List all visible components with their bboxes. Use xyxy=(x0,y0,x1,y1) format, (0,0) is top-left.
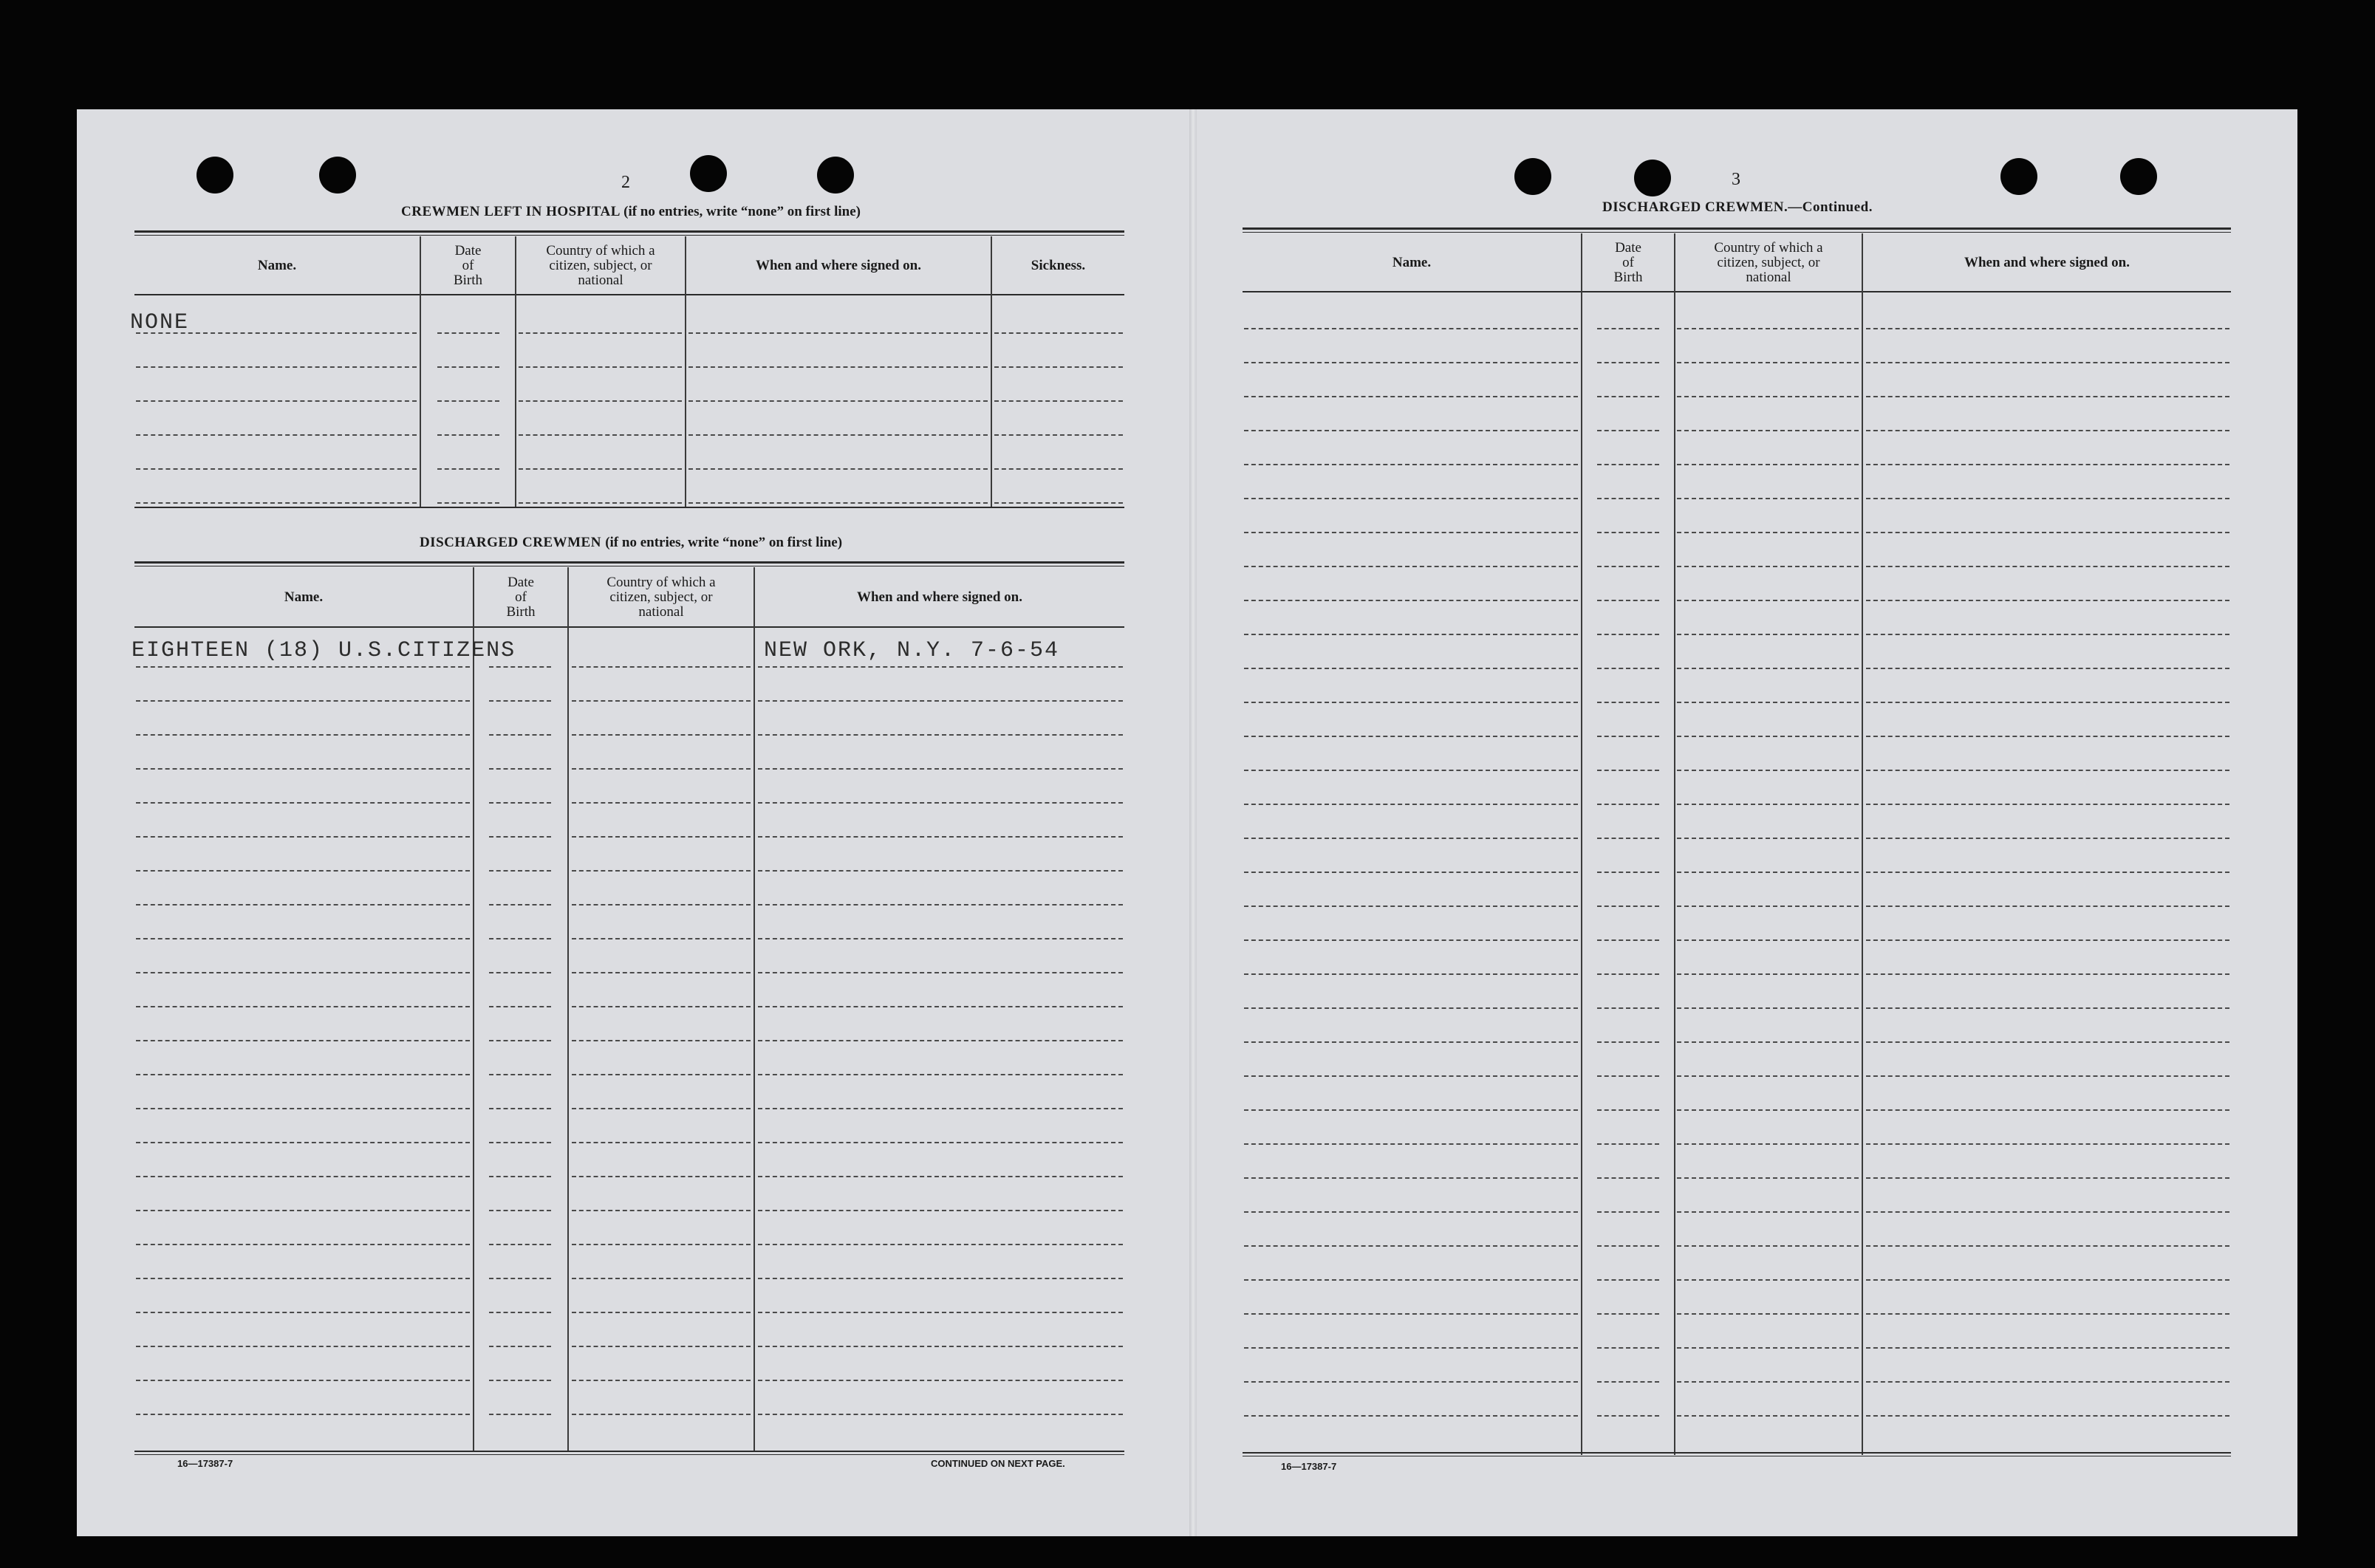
entry-line xyxy=(1677,804,1859,805)
entry-line xyxy=(1244,1381,1578,1383)
discharged-col-signed-on: When and where signed on. xyxy=(856,589,1022,605)
entry-line xyxy=(1597,736,1659,737)
entry-line xyxy=(136,400,417,402)
entry-line xyxy=(1244,702,1578,703)
entry-line xyxy=(136,1176,470,1177)
entry-line xyxy=(1597,362,1659,363)
entry-line xyxy=(1597,668,1659,669)
entry-line xyxy=(1244,1041,1578,1043)
hospital-section-title: CREWMEN LEFT IN HOSPITAL (if no entries, write “none” on first line) xyxy=(401,204,861,219)
document-sheet xyxy=(77,109,2297,1536)
entry-line xyxy=(572,1040,751,1041)
entry-line xyxy=(572,904,751,905)
entry-line xyxy=(1597,804,1659,805)
entry-line xyxy=(994,400,1123,402)
entry-line xyxy=(758,1244,1123,1245)
entry-line xyxy=(1866,973,2229,975)
entry-line xyxy=(1597,770,1659,771)
entry-line xyxy=(994,332,1123,334)
entry-line xyxy=(489,700,551,702)
entry-line xyxy=(519,400,682,402)
entry-line xyxy=(1597,396,1659,397)
entry-line xyxy=(1866,905,2229,907)
entry-line xyxy=(489,938,551,939)
entry-line xyxy=(489,666,551,668)
entry-line xyxy=(1244,396,1578,397)
hospital-entry-name: NONE xyxy=(130,310,190,335)
entry-line xyxy=(1244,1075,1578,1077)
entry-line xyxy=(1244,566,1578,567)
entry-line xyxy=(1866,1211,2229,1213)
discharged-col-name: Name. xyxy=(284,589,324,605)
entry-line xyxy=(758,1210,1123,1211)
entry-line xyxy=(1244,1109,1578,1111)
entry-line xyxy=(572,1142,751,1143)
entry-line xyxy=(1244,1143,1578,1145)
entry-line xyxy=(1866,736,2229,737)
entry-line xyxy=(1866,668,2229,669)
entry-line xyxy=(489,1346,551,1347)
entry-line xyxy=(688,434,988,436)
entry-line xyxy=(1244,1007,1578,1009)
entry-line xyxy=(437,332,499,334)
entry-line xyxy=(1677,464,1859,465)
entry-line xyxy=(758,1006,1123,1007)
entry-line xyxy=(1677,1211,1859,1213)
entry-line xyxy=(572,938,751,939)
entry-line xyxy=(519,502,682,504)
continued-note: CONTINUED ON NEXT PAGE. xyxy=(931,1458,1065,1469)
entry-line xyxy=(1597,1313,1659,1315)
entry-line xyxy=(136,1244,470,1245)
entry-line xyxy=(136,972,470,973)
entry-line xyxy=(489,1312,551,1313)
entry-line xyxy=(437,366,499,368)
entry-line xyxy=(1866,1313,2229,1315)
entry-line xyxy=(1677,1109,1859,1111)
entry-line xyxy=(1677,1279,1859,1281)
entry-line xyxy=(1677,566,1859,567)
entry-line xyxy=(572,836,751,838)
entry-line xyxy=(758,1176,1123,1177)
entry-line xyxy=(1677,973,1859,975)
entry-line xyxy=(1244,328,1578,329)
entry-line xyxy=(1866,1041,2229,1043)
entry-line xyxy=(572,1414,751,1415)
entry-line xyxy=(758,700,1123,702)
entry-line xyxy=(572,1278,751,1279)
entry-line xyxy=(572,1108,751,1109)
right-col-signed-on: When and where signed on. xyxy=(1964,255,2130,270)
entry-line xyxy=(994,434,1123,436)
entry-line xyxy=(758,1380,1123,1381)
entry-line xyxy=(1677,1177,1859,1179)
entry-line xyxy=(688,502,988,504)
right-col-date-of-birth: Date of Birth xyxy=(1613,240,1643,285)
entry-line xyxy=(994,366,1123,368)
entry-line xyxy=(1866,770,2229,771)
entry-line xyxy=(1597,328,1659,329)
hospital-col-signed-on: When and where signed on. xyxy=(755,258,921,273)
entry-line xyxy=(1866,328,2229,329)
entry-line xyxy=(437,468,499,470)
entry-line xyxy=(1597,1109,1659,1111)
entry-line xyxy=(1597,905,1659,907)
entry-line xyxy=(994,468,1123,470)
discharged-section-title: DISCHARGED CREWMEN (if no entries, write “none” on first line) xyxy=(419,535,843,550)
punch-hole xyxy=(2120,158,2157,195)
entry-line xyxy=(1244,736,1578,737)
entry-line xyxy=(1597,566,1659,567)
entry-line xyxy=(489,1142,551,1143)
entry-line xyxy=(1866,702,2229,703)
entry-line xyxy=(1677,939,1859,941)
entry-line xyxy=(136,434,417,436)
entry-line xyxy=(489,1108,551,1109)
entry-line xyxy=(994,502,1123,504)
entry-line xyxy=(136,938,470,939)
entry-line xyxy=(489,1006,551,1007)
entry-line xyxy=(1866,362,2229,363)
entry-line xyxy=(1597,430,1659,431)
entry-line xyxy=(1244,498,1578,499)
form-number-left: 16—17387-7 xyxy=(177,1458,233,1469)
entry-line xyxy=(489,972,551,973)
entry-line xyxy=(136,1040,470,1041)
entry-line xyxy=(1866,1143,2229,1145)
entry-line xyxy=(136,802,470,804)
entry-line xyxy=(1677,838,1859,839)
entry-line xyxy=(1597,532,1659,533)
punch-hole xyxy=(197,157,233,194)
entry-line xyxy=(489,1380,551,1381)
entry-line xyxy=(758,904,1123,905)
entry-line xyxy=(1677,1041,1859,1043)
entry-line xyxy=(489,870,551,872)
entry-line xyxy=(758,870,1123,872)
entry-line xyxy=(1244,770,1578,771)
entry-line xyxy=(136,870,470,872)
entry-line xyxy=(136,1278,470,1279)
entry-line xyxy=(688,332,988,334)
entry-line xyxy=(1677,1007,1859,1009)
entry-line xyxy=(1866,1075,2229,1077)
entry-line xyxy=(572,1380,751,1381)
entry-line xyxy=(1677,1415,1859,1417)
entry-line xyxy=(1597,464,1659,465)
entry-line xyxy=(519,468,682,470)
entry-line xyxy=(489,1210,551,1211)
entry-line xyxy=(136,666,470,668)
hospital-col-sickness: Sickness. xyxy=(1031,258,1086,273)
entry-line xyxy=(1244,1211,1578,1213)
entry-line xyxy=(1866,1279,2229,1281)
entry-line xyxy=(136,904,470,905)
entry-line xyxy=(136,366,417,368)
entry-line xyxy=(1597,939,1659,941)
punch-hole xyxy=(690,155,727,192)
entry-line xyxy=(136,836,470,838)
entry-line xyxy=(1244,668,1578,669)
entry-line xyxy=(136,1312,470,1313)
entry-line xyxy=(1677,634,1859,635)
entry-line xyxy=(1677,872,1859,873)
discharged-entry-name: EIGHTEEN (18) U.S.CITIZENS xyxy=(131,638,516,663)
entry-line xyxy=(572,666,751,668)
entry-line xyxy=(758,972,1123,973)
entry-line xyxy=(1677,430,1859,431)
entry-line xyxy=(1597,1415,1659,1417)
entry-line xyxy=(758,1142,1123,1143)
entry-line xyxy=(758,802,1123,804)
entry-line xyxy=(489,836,551,838)
entry-line xyxy=(1866,430,2229,431)
entry-line xyxy=(1244,973,1578,975)
entry-line xyxy=(688,468,988,470)
entry-line xyxy=(437,434,499,436)
entry-line xyxy=(1677,362,1859,363)
entry-line xyxy=(1866,600,2229,601)
entry-line xyxy=(1597,1381,1659,1383)
entry-line xyxy=(1677,498,1859,499)
entry-line xyxy=(572,870,751,872)
entry-line xyxy=(1677,668,1859,669)
entry-line xyxy=(1244,804,1578,805)
entry-line xyxy=(1677,1347,1859,1349)
entry-line xyxy=(519,332,682,334)
entry-line xyxy=(1677,905,1859,907)
form-number-right: 16—17387-7 xyxy=(1281,1461,1337,1472)
entry-line xyxy=(1244,634,1578,635)
entry-line xyxy=(1677,396,1859,397)
entry-line xyxy=(1866,464,2229,465)
entry-line xyxy=(1597,702,1659,703)
entry-line xyxy=(1866,1007,2229,1009)
entry-line xyxy=(136,468,417,470)
entry-line xyxy=(1677,770,1859,771)
entry-line xyxy=(1866,566,2229,567)
entry-line xyxy=(1866,1381,2229,1383)
right-col-name: Name. xyxy=(1392,255,1432,270)
entry-line xyxy=(1597,1211,1659,1213)
entry-line xyxy=(489,1414,551,1415)
entry-line xyxy=(758,666,1123,668)
punch-hole xyxy=(817,157,854,194)
entry-line xyxy=(519,434,682,436)
entry-line xyxy=(1597,1245,1659,1247)
hospital-col-date-of-birth: Date of Birth xyxy=(453,243,483,288)
entry-line xyxy=(572,1244,751,1245)
entry-line xyxy=(1244,1245,1578,1247)
entry-line xyxy=(136,1346,470,1347)
entry-line xyxy=(1244,1347,1578,1349)
entry-line xyxy=(489,1074,551,1075)
entry-line xyxy=(1677,1381,1859,1383)
entry-line xyxy=(136,1074,470,1075)
hospital-col-country: Country of which a citizen, subject, or national xyxy=(546,243,655,288)
discharged-entry-signed-on: NEW ORK, N.Y. 7-6-54 xyxy=(764,638,1060,663)
punch-hole xyxy=(2000,158,2037,195)
entry-line xyxy=(1677,736,1859,737)
entry-line xyxy=(1244,1177,1578,1179)
entry-line xyxy=(572,802,751,804)
entry-line xyxy=(758,1414,1123,1415)
entry-line xyxy=(758,1312,1123,1313)
entry-line xyxy=(1866,498,2229,499)
discharged-col-date-of-birth: Date of Birth xyxy=(506,575,536,620)
entry-line xyxy=(136,1210,470,1211)
entry-line xyxy=(1597,1177,1659,1179)
entry-line xyxy=(489,768,551,770)
entry-line xyxy=(572,972,751,973)
entry-line xyxy=(1597,1075,1659,1077)
entry-line xyxy=(1866,1415,2229,1417)
entry-line xyxy=(572,734,751,736)
entry-line xyxy=(572,1074,751,1075)
entry-line xyxy=(758,1108,1123,1109)
entry-line xyxy=(1244,838,1578,839)
entry-line xyxy=(489,1040,551,1041)
page-fold xyxy=(1189,109,1197,1536)
entry-line xyxy=(1866,804,2229,805)
entry-line xyxy=(758,768,1123,770)
entry-line xyxy=(1597,1007,1659,1009)
entry-line xyxy=(1866,872,2229,873)
entry-line xyxy=(1677,600,1859,601)
entry-line xyxy=(437,400,499,402)
entry-line xyxy=(1677,1313,1859,1315)
entry-line xyxy=(1597,1041,1659,1043)
entry-line xyxy=(1597,498,1659,499)
entry-line xyxy=(1244,872,1578,873)
entry-line xyxy=(572,700,751,702)
entry-line xyxy=(136,1414,470,1415)
right-section-title: DISCHARGED CREWMEN.—Continued. xyxy=(1602,199,1873,215)
entry-line xyxy=(489,802,551,804)
entry-line xyxy=(1244,1415,1578,1417)
entry-line xyxy=(572,1176,751,1177)
entry-line xyxy=(688,400,988,402)
entry-line xyxy=(572,1210,751,1211)
entry-line xyxy=(1597,872,1659,873)
entry-line xyxy=(1597,634,1659,635)
entry-line xyxy=(572,1346,751,1347)
entry-line xyxy=(572,1312,751,1313)
entry-line xyxy=(758,1074,1123,1075)
entry-line xyxy=(1597,1347,1659,1349)
entry-line xyxy=(1244,362,1578,363)
entry-line xyxy=(1866,532,2229,533)
entry-line xyxy=(437,502,499,504)
entry-line xyxy=(1244,905,1578,907)
entry-line xyxy=(136,1380,470,1381)
entry-line xyxy=(1866,939,2229,941)
right-col-country: Country of which a citizen, subject, or national xyxy=(1714,240,1823,285)
entry-line xyxy=(1244,464,1578,465)
punch-hole xyxy=(1634,160,1671,196)
entry-line xyxy=(758,1278,1123,1279)
hospital-col-name: Name. xyxy=(257,258,297,273)
entry-line xyxy=(1866,1245,2229,1247)
page-number-left: 2 xyxy=(621,173,630,192)
entry-line xyxy=(1677,328,1859,329)
entry-line xyxy=(1677,532,1859,533)
entry-line xyxy=(136,1006,470,1007)
punch-hole xyxy=(1514,158,1551,195)
entry-line xyxy=(1244,1313,1578,1315)
entry-line xyxy=(136,768,470,770)
entry-line xyxy=(1866,1109,2229,1111)
entry-line xyxy=(136,734,470,736)
entry-line xyxy=(519,366,682,368)
entry-line xyxy=(1597,838,1659,839)
entry-line xyxy=(1866,1347,2229,1349)
entry-line xyxy=(688,366,988,368)
entry-line xyxy=(1244,430,1578,431)
entry-line xyxy=(1597,600,1659,601)
entry-line xyxy=(1597,973,1659,975)
page-number-right: 3 xyxy=(1732,170,1740,189)
entry-line xyxy=(136,1108,470,1109)
discharged-col-country: Country of which a citizen, subject, or national xyxy=(606,575,716,620)
entry-line xyxy=(1244,939,1578,941)
entry-line xyxy=(1244,532,1578,533)
entry-line xyxy=(758,938,1123,939)
entry-line xyxy=(1866,1177,2229,1179)
entry-line xyxy=(1244,1279,1578,1281)
punch-hole xyxy=(319,157,356,194)
entry-line xyxy=(136,1142,470,1143)
entry-line xyxy=(758,734,1123,736)
entry-line xyxy=(1677,1075,1859,1077)
entry-line xyxy=(1597,1143,1659,1145)
entry-line xyxy=(1866,396,2229,397)
entry-line xyxy=(136,700,470,702)
entry-line xyxy=(489,1176,551,1177)
entry-line xyxy=(572,768,751,770)
entry-line xyxy=(1597,1279,1659,1281)
entry-line xyxy=(1866,634,2229,635)
entry-line xyxy=(1677,1143,1859,1145)
entry-line xyxy=(489,1278,551,1279)
entry-line xyxy=(1677,1245,1859,1247)
entry-line xyxy=(1866,838,2229,839)
entry-line xyxy=(758,1346,1123,1347)
entry-line xyxy=(489,904,551,905)
entry-line xyxy=(1244,600,1578,601)
entry-line xyxy=(572,1006,751,1007)
entry-line xyxy=(758,836,1123,838)
entry-line xyxy=(136,502,417,504)
entry-line xyxy=(1677,702,1859,703)
entry-line xyxy=(489,734,551,736)
entry-line xyxy=(489,1244,551,1245)
entry-line xyxy=(758,1040,1123,1041)
